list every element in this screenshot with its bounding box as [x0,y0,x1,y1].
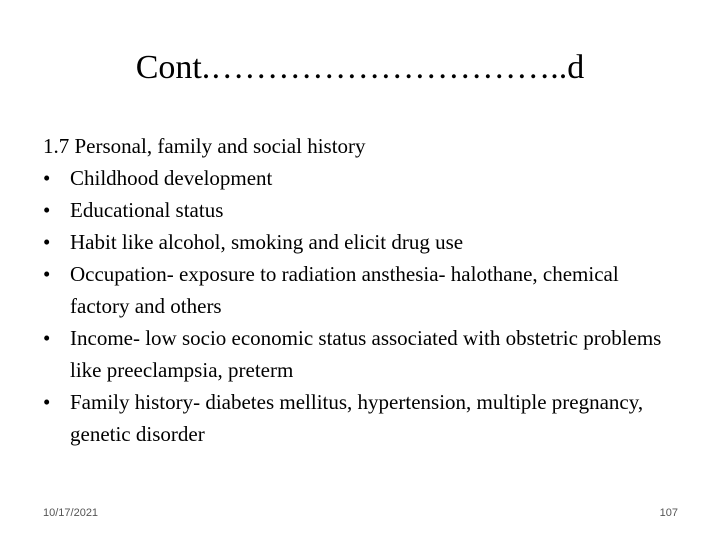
list-item-text: Income- low socio economic status associated with obstetric problems like preeclampsia, preterm [70,326,662,382]
section-title: Personal, family and social history [69,134,366,158]
slide-content [43,130,683,450]
bullet-list [43,162,683,450]
list-item-text: Family history- diabetes mellitus, hypertension, multiple pregnancy, genetic disorder [70,390,644,446]
footer-date: 10/17/2021 [43,507,99,519]
section-heading [43,130,683,162]
bullet-icon: • [43,166,51,190]
bullet-icon: • [43,198,51,222]
list-item-text: Habit like alcohol, smoking and elicit drug use [70,230,464,254]
slide-title: Cont.…………………………..d [135,49,585,86]
bullet-icon: • [43,262,51,286]
list-item-text: Childhood development [70,166,273,190]
list-item [43,226,683,258]
section-number: 1.7 [43,134,70,158]
bullet-icon: • [43,326,51,350]
list-item [43,386,683,450]
list-item-text: Educational status [70,198,224,222]
list-item [43,322,683,386]
bullet-icon: • [43,230,51,254]
list-item [43,258,683,322]
list-item-text: Occupation- exposure to radiation ansthesia- halothane, chemical factory and others [70,262,619,318]
list-item [43,162,683,194]
page-number: 107 [659,507,678,519]
list-item [43,194,683,226]
bullet-icon: • [43,390,51,414]
